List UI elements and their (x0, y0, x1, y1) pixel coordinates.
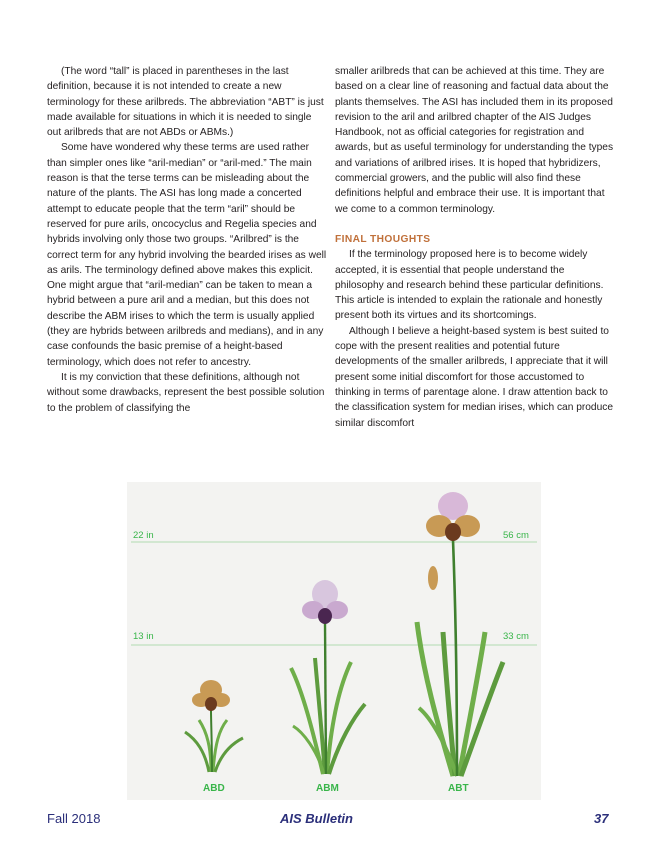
footer-season: Fall 2018 (47, 811, 101, 826)
height-label-13in: 13 in (133, 631, 154, 642)
abt-iris-plant (417, 492, 503, 776)
height-label-22in: 22 in (133, 530, 154, 541)
left-column (47, 64, 327, 416)
abd-iris-plant (185, 680, 243, 772)
paragraph: smaller arilbreds that can be achieved at this time. They are based on a clear line of reasoning and factual data about the plants themselves. The ASI has included them in its proposed revision to the aril and arilbred chapter of the AIS Judges Handbook, not as official categories for registration and awards, but as useful terminology for understanding the types and variations of arilbred irises. It is hoped that hybridizers, commercial growers, and the public will also find these definitions helpful and embrace their use. It is important that we come to a common terminology. (335, 66, 614, 215)
section-heading: FINAL THOUGHTS (335, 233, 431, 245)
abm-iris-plant (291, 580, 365, 774)
figure-illustration (127, 482, 541, 800)
height-label-33cm: 33 cm (503, 631, 529, 642)
paragraph: (The word “tall” is placed in parentheses in the last definition, because it is not intended to create a new terminology for these arilbreds. The abbreviation “ABT” is just made available for situations in which it is needed to single out arilbreds that are not ABDs or ABMs.) (47, 66, 324, 139)
paragraph: Some have wondered why these terms are used rather than simpler ones like “aril-median” or “aril-med.” The main reason is that the terse terms can be misleading about the nature of the plants. The ASI has long made a concerted attempt to educate people that the term “aril” should be reserved for pure arils, oncocyclus and Regelia species and hybrids involving only those two groups. “Arilbred” is the correct term for any hybrid involving the bearded irises as well as arils. The terminology defined above makes this explicit. One might argue that “aril-median” can be taken to mean a hybrid between a pure aril and a median, but this does not describe the ABM irises to which the term is usually applied (they are hybrids between arilbreds and medians), and in any case confounds the basic premise of a height-based terminology, which does not refer to ancestry. (47, 142, 327, 368)
paragraph: If the terminology proposed here is to become widely accepted, it is essential that people understand the philosophy and research behind these particular definitions. This article is intended to explain the rationale and honestly present both its virtues and its shortcomings. (335, 249, 604, 322)
height-label-56cm: 56 cm (503, 530, 529, 541)
paragraph: It is my conviction that these definitions, although not without some drawbacks, represent the best possible solution to the problem of classifying the (47, 371, 325, 414)
footer-publication: AIS Bulletin (280, 811, 353, 826)
abm-label: ABM (316, 783, 339, 794)
abt-label: ABT (448, 783, 469, 794)
paragraph: Although I believe a height-based system is best suited to cope with the present realities and potential future developments of the smaller arilbreds, I appreciate that it will present some initial discomfort for those accustomed to thinking in terms of parentage alone. I draw attention back to the classification system for median irises, which can produce similar discomfort (335, 325, 614, 429)
right-column (335, 64, 615, 431)
iris-height-figure (127, 482, 541, 800)
page-number: 37 (594, 811, 609, 826)
abd-label: ABD (203, 783, 225, 794)
